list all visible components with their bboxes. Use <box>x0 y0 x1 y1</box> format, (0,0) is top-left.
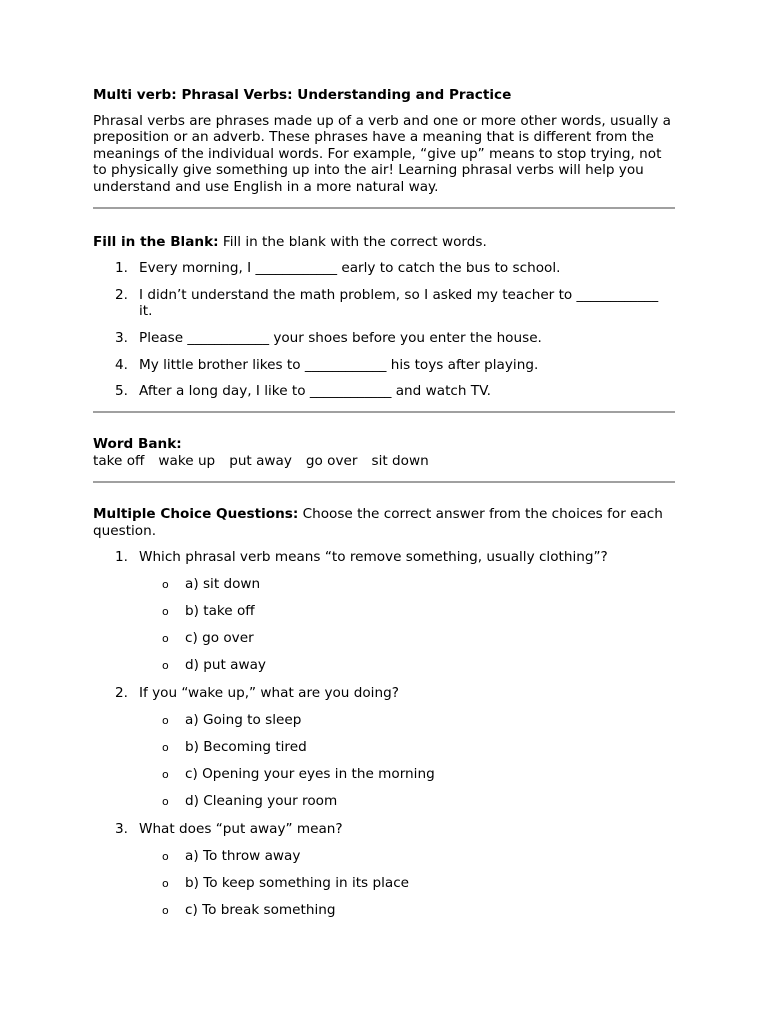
answer-option <box>93 902 675 919</box>
circle-bullet-icon: o <box>162 714 169 728</box>
multiple-choice-instruction-text: Choose the correct answer from the choices for each question. <box>93 505 663 539</box>
option-text: c) To break something <box>185 902 336 919</box>
word-bank-word: sit down <box>371 453 429 470</box>
option-text: a) sit down <box>185 576 261 593</box>
item-text: After a long day, I like to ____________ and watch TV. <box>139 383 491 400</box>
answer-option <box>93 766 675 783</box>
question-text: If you “wake up,” what are you doing? <box>139 685 399 702</box>
answer-option <box>93 630 675 647</box>
word-bank-list <box>93 453 675 470</box>
answer-option <box>93 848 675 865</box>
fill-blank-item <box>93 383 675 400</box>
item-text: Please ____________ your shoes before you enter the house. <box>139 329 542 346</box>
fill-blank-item <box>93 330 675 347</box>
question-text: Which phrasal verb means “to remove something, usually clothing”? <box>139 549 608 566</box>
question-number: 3. <box>115 821 128 838</box>
option-text: a) Going to sleep <box>185 712 302 729</box>
answer-option <box>93 875 675 892</box>
item-number: 4. <box>115 356 128 373</box>
fill-blank-heading: Fill in the Blank: <box>93 233 219 250</box>
fill-blank-item <box>93 260 675 277</box>
document-title: Multi verb: Phrasal Verbs: Understanding and Practice <box>93 87 512 103</box>
document-body <box>93 87 675 919</box>
fill-blank-item <box>93 357 675 374</box>
answer-option <box>93 603 675 620</box>
section-divider <box>93 411 675 413</box>
section-divider <box>93 207 675 209</box>
word-bank-heading: Word Bank: <box>93 435 182 452</box>
option-text: d) Cleaning your room <box>185 793 338 810</box>
option-text: b) To keep something in its place <box>185 875 410 892</box>
item-number: 1. <box>115 260 128 277</box>
intro-paragraph: Phrasal verbs are phrases made up of a verb and one or more other words, usually a preposition or an adverb. These phrases have a meaning that is different from the meanings of the individual words. For example, “give up” means to stop trying, not to physically give something up into the air! Learning phrasal verbs will help you understand and use English in a more natural way. <box>93 112 671 195</box>
question <box>93 549 675 566</box>
multiple-choice-instructions <box>93 506 675 539</box>
option-text: b) Becoming tired <box>185 739 307 756</box>
question-text: What does “put away” mean? <box>139 821 343 838</box>
item-number: 5. <box>115 383 128 400</box>
circle-bullet-icon: o <box>162 850 169 864</box>
item-text: Every morning, I ____________ early to catch the bus to school. <box>139 260 561 277</box>
item-number: 3. <box>115 329 128 346</box>
answer-option <box>93 739 675 756</box>
answer-option <box>93 576 675 593</box>
circle-bullet-icon: o <box>162 904 169 918</box>
option-text: c) Opening your eyes in the morning <box>185 766 435 783</box>
fill-blank-instruction-text: Fill in the blank with the correct words. <box>218 233 487 250</box>
circle-bullet-icon: o <box>162 741 169 755</box>
question-number: 2. <box>115 685 128 702</box>
option-text: b) take off <box>185 603 255 620</box>
answer-option <box>93 657 675 674</box>
answer-option <box>93 793 675 810</box>
circle-bullet-icon: o <box>162 768 169 782</box>
multiple-choice-heading: Multiple Choice Questions: <box>93 505 299 522</box>
answer-option <box>93 712 675 729</box>
word-bank-word: put away <box>229 453 292 470</box>
item-text: I didn’t understand the math problem, so I asked my teacher to ____________ it. <box>139 286 659 320</box>
word-bank-word: wake up <box>158 453 216 470</box>
question <box>93 821 675 838</box>
word-bank-word: take off <box>93 453 145 470</box>
option-text: a) To throw away <box>185 848 301 865</box>
question-number: 1. <box>115 549 128 566</box>
fill-blank-list <box>93 260 675 400</box>
option-text: d) put away <box>185 657 266 674</box>
question <box>93 685 675 702</box>
circle-bullet-icon: o <box>162 578 169 592</box>
fill-blank-item <box>93 287 675 320</box>
item-text: My little brother likes to ____________ his toys after playing. <box>139 356 539 373</box>
fill-blank-instructions <box>93 234 675 251</box>
option-text: c) go over <box>185 630 254 647</box>
item-number: 2. <box>115 286 128 303</box>
section-divider <box>93 481 675 483</box>
word-bank-word: go over <box>305 453 358 470</box>
circle-bullet-icon: o <box>162 605 169 619</box>
circle-bullet-icon: o <box>162 632 169 646</box>
circle-bullet-icon: o <box>162 659 169 673</box>
circle-bullet-icon: o <box>162 877 169 891</box>
word-bank-heading-line <box>93 436 675 453</box>
circle-bullet-icon: o <box>162 795 169 809</box>
